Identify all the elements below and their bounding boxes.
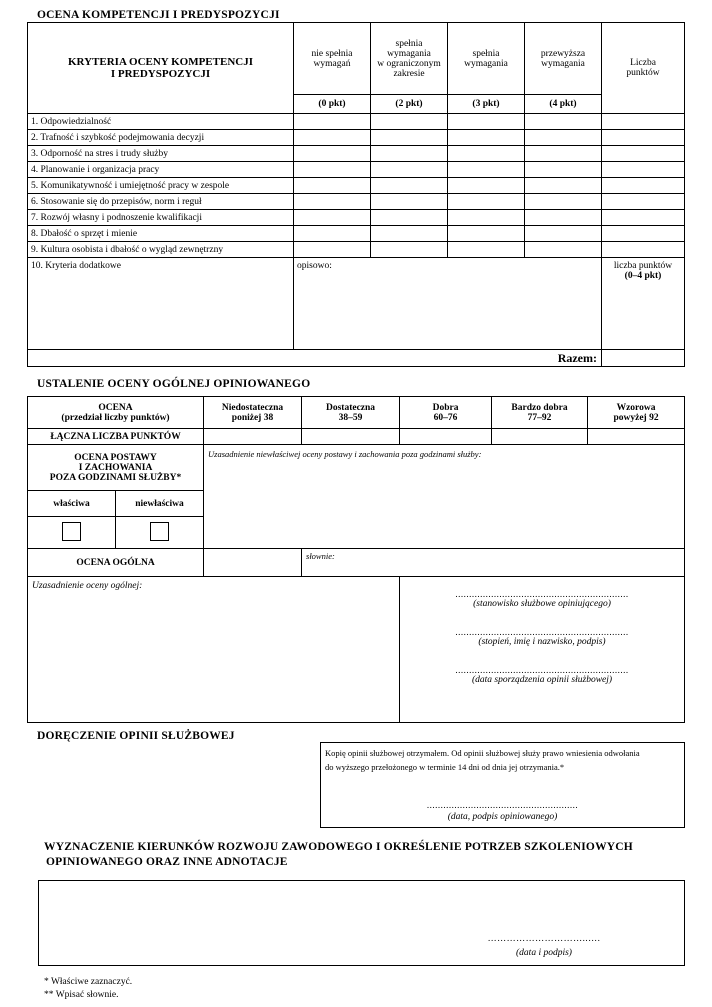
criterion-8: 8. Dbałość o sprzęt i mienie	[28, 226, 294, 242]
conduct-justification-field[interactable]	[204, 445, 685, 549]
col-meeting: spełnia wymagania	[448, 23, 525, 95]
improper-cell	[116, 517, 204, 549]
cell[interactable]	[525, 242, 602, 258]
descriptive-field[interactable]	[294, 258, 602, 350]
cell[interactable]	[448, 226, 525, 242]
total-points-label: ŁĄCZNA LICZBA PUNKTÓW	[28, 429, 204, 445]
cell[interactable]	[448, 242, 525, 258]
section-title-development: WYZNACZENIE KIERUNKÓW ROZWOJU ZAWODOWEGO I OKREŚLENIE POTRZEB SZKOLENIOWYCH OPINIOWANEGO ORAZ INNE ADNOTACJE	[44, 841, 633, 868]
development-caption: (data i podpis)	[516, 948, 572, 958]
position-caption: (stanowisko służbowe opiniującego)	[473, 599, 611, 609]
delivery-caption: (data, podpis opiniowanego)	[447, 812, 558, 822]
delivery-box[interactable]	[320, 742, 685, 828]
cell[interactable]	[294, 178, 371, 194]
total-label: Razem:	[28, 350, 602, 367]
cell[interactable]	[448, 146, 525, 162]
cell[interactable]	[602, 210, 685, 226]
criterion-7: 7. Rozwój własny i podnoszenie kwalifikacji	[28, 210, 294, 226]
cell[interactable]	[371, 226, 448, 242]
cell[interactable]	[371, 146, 448, 162]
section-title-delivery: DORĘCZENIE OPINII SŁUŻBOWEJ	[37, 730, 235, 742]
development-notes-box[interactable]	[38, 880, 685, 966]
dots: …………………………..….	[487, 933, 601, 943]
overall-justification-label: Uzasadnienie oceny ogólnej:	[32, 581, 143, 591]
overall-justification-field[interactable]	[28, 577, 400, 723]
proper-checkbox[interactable]	[62, 522, 81, 541]
section-title-overall: USTALENIE OCENY OGÓLNEJ OPINIOWANEGO	[37, 378, 311, 390]
overall-grade-label: OCENA OGÓLNA	[28, 549, 204, 577]
cell[interactable]	[371, 210, 448, 226]
grade-header: OCENA (przedział liczby punktów)	[28, 397, 204, 429]
cell[interactable]	[371, 114, 448, 130]
cell[interactable]	[492, 429, 588, 445]
criterion-1: 1. Odpowiedzialność	[28, 114, 294, 130]
in-words-label: słownie:	[306, 551, 335, 561]
cell[interactable]	[525, 226, 602, 242]
cell[interactable]	[525, 194, 602, 210]
grade-sufficient: Dostateczna 38–59	[302, 397, 400, 429]
cell[interactable]	[294, 146, 371, 162]
col-exceeding: przewyższa wymagania	[525, 23, 602, 95]
extra-points-cell[interactable]: liczba punktów (0–4 pkt)	[602, 258, 685, 350]
conduct-justification-label: Uzasadnienie niewłaściwej oceny postawy i zachowania poza godzinami służby:	[208, 449, 482, 459]
points-0: (0 pkt)	[294, 95, 371, 114]
delivery-note: Kopię opinii służbowej otrzymałem. Od opinii służbowej służy prawo wniesienia odwołania do wyższego przełożonego w terminie 14 dni od dnia jej otrzymania.*	[325, 748, 640, 772]
criterion-2: 2. Trafność i szybkość podejmowania decyzji	[28, 130, 294, 146]
improper-checkbox[interactable]	[150, 522, 169, 541]
cell[interactable]	[294, 226, 371, 242]
cell[interactable]	[602, 114, 685, 130]
proper-cell	[28, 517, 116, 549]
cell[interactable]	[294, 210, 371, 226]
col-not-meeting: nie spełnia wymagań	[294, 23, 371, 95]
grade-table	[27, 396, 685, 723]
cell[interactable]	[525, 210, 602, 226]
cell[interactable]	[525, 130, 602, 146]
cell[interactable]	[525, 114, 602, 130]
cell[interactable]	[448, 114, 525, 130]
footnote-1: * Właściwe zaznaczyć.	[44, 977, 133, 987]
cell[interactable]	[371, 162, 448, 178]
points-2: (2 pkt)	[371, 95, 448, 114]
total-points-field[interactable]	[602, 350, 685, 367]
grade-exemplary: Wzorowa powyżej 92	[588, 397, 685, 429]
cell[interactable]	[602, 194, 685, 210]
criterion-9: 9. Kultura osobista i dbałość o wygląd zewnętrzny	[28, 242, 294, 258]
cell[interactable]	[302, 429, 400, 445]
cell[interactable]	[602, 242, 685, 258]
cell[interactable]	[294, 194, 371, 210]
section-title-competencies: OCENA KOMPETENCJI I PREDYSPOZYCJI	[37, 9, 280, 21]
cell[interactable]	[400, 429, 492, 445]
overall-grade-field[interactable]	[204, 549, 302, 577]
grade-very-good: Bardzo dobra 77–92	[492, 397, 588, 429]
cell[interactable]	[588, 429, 685, 445]
improper-label: niewłaściwa	[116, 491, 204, 517]
cell[interactable]	[602, 226, 685, 242]
cell[interactable]	[294, 114, 371, 130]
signature-block	[400, 577, 685, 723]
dots: ...............................................................	[455, 627, 629, 637]
proper-label: właściwa	[28, 491, 116, 517]
cell[interactable]	[602, 178, 685, 194]
criteria-header: KRYTERIA OCENY KOMPETENCJI I PREDYSPOZYCJI	[28, 23, 294, 114]
footnotes	[44, 976, 132, 1002]
col-partially-meeting: spełnia wymagania w ograniczonym zakresie	[371, 23, 448, 95]
descriptive-label: opisowo:	[297, 261, 332, 271]
cell[interactable]	[602, 146, 685, 162]
cell[interactable]	[448, 178, 525, 194]
cell[interactable]	[204, 429, 302, 445]
cell[interactable]	[602, 130, 685, 146]
criterion-3: 3. Odporność na stres i trudy służby	[28, 146, 294, 162]
points-4: (4 pkt)	[525, 95, 602, 114]
cell[interactable]	[448, 130, 525, 146]
date-caption: (data sporządzenia opinii służbowej)	[471, 675, 613, 685]
cell[interactable]	[448, 194, 525, 210]
criterion-10: 10. Kryteria dodatkowe	[28, 258, 294, 350]
criterion-6: 6. Stosowanie się do przepisów, norm i reguł	[28, 194, 294, 210]
cell[interactable]	[525, 162, 602, 178]
cell[interactable]	[294, 162, 371, 178]
cell[interactable]	[525, 146, 602, 162]
cell[interactable]	[371, 194, 448, 210]
cell[interactable]	[525, 178, 602, 194]
cell[interactable]	[602, 162, 685, 178]
competency-table	[27, 22, 685, 367]
grade-good: Dobra 60–76	[400, 397, 492, 429]
dots: .......................................................	[426, 800, 579, 810]
dots: ...............................................................	[455, 665, 629, 675]
cell[interactable]	[448, 210, 525, 226]
points-header: Liczba punktów	[602, 23, 685, 114]
cell[interactable]	[371, 130, 448, 146]
name-caption: (stopień, imię i nazwisko, podpis)	[478, 637, 606, 647]
cell[interactable]	[448, 162, 525, 178]
footnote-2: ** Wpisać słownie.	[44, 990, 119, 1000]
in-words-field[interactable]	[302, 549, 685, 577]
cell[interactable]	[371, 242, 448, 258]
conduct-header: OCENA POSTAWY I ZACHOWANIA POZA GODZINAMI SŁUŻBY*	[28, 445, 204, 491]
dots: ...............................................................	[455, 589, 629, 599]
cell[interactable]	[371, 178, 448, 194]
cell[interactable]	[294, 242, 371, 258]
points-3: (3 pkt)	[448, 95, 525, 114]
cell[interactable]	[294, 130, 371, 146]
grade-insufficient: Niedostateczna poniżej 38	[204, 397, 302, 429]
criterion-4: 4. Planowanie i organizacja pracy	[28, 162, 294, 178]
criterion-5: 5. Komunikatywność i umiejętność pracy w zespole	[28, 178, 294, 194]
